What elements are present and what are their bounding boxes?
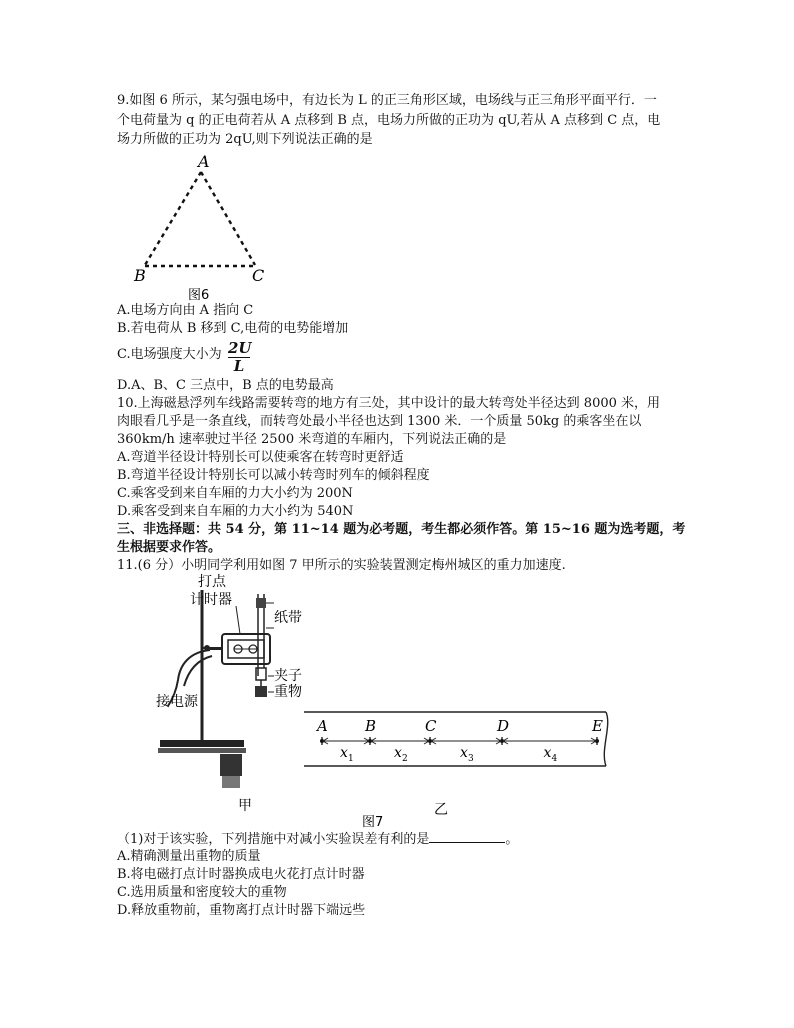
tape-point-label: C [425, 717, 437, 735]
q11-sub-1-prefix: （1)对于该实验，下列措施中对减小实验误差有利的是 [117, 832, 430, 847]
section-3-heading-line-1: 三、非选择题：共 54 分，第 11~14 题为必考题，考生都必须作答。第 15~16 题为选考题，考 [117, 522, 686, 537]
fraction-denominator: L [233, 357, 245, 375]
triangle-diagram [126, 150, 276, 302]
q10-option-a: A.弯道半径设计特别长可以使乘客在转弯时更舒适 [117, 450, 404, 465]
segment-subscript: 3 [468, 754, 474, 764]
q9-stem-line-3: 场力所做的正功为 2qU,则下列说法正确的是 [117, 132, 373, 147]
figure-label-yi: 乙 [434, 802, 448, 818]
tape-point-label: E [592, 717, 603, 735]
q10-option-b: B.弯道半径设计特别长可以减小转弯时列车的倾斜程度 [117, 468, 430, 483]
figure-label-jia: 甲 [238, 798, 252, 814]
q11-option-b: B.将电磁打点计时器换成电火花打点计时器 [117, 867, 365, 882]
q9-option-d: D.A、B、C 三点中，B 点的电势最高 [117, 378, 334, 393]
fraction-numerator: 2U [228, 339, 252, 357]
section-3-heading-line-2: 生根据要求作答。 [117, 540, 222, 555]
stand-apparatus [156, 573, 302, 814]
q11-stem: 11.(6 分）小明同学利用如图 7 甲所示的实验装置测定梅州城区的重力加速度. [117, 558, 566, 573]
timer-label-line-2: 计时器 [190, 592, 232, 608]
segment-subscript: 4 [551, 754, 558, 764]
tape-point-label: A [317, 717, 328, 735]
timer-label-line-1: 打点 [198, 574, 226, 590]
segment-label: x [543, 745, 552, 761]
q9-stem-line-2: 个电荷量为 q 的正电荷若从 A 点移到 B 点，电场力所做的正功为 qU,若从 A 点移到 C 点，电 [117, 113, 661, 128]
figure-6-caption: 图6 [188, 288, 210, 302]
edge-ac [201, 172, 255, 265]
q10-option-c: C.乘客受到来自车厢的力大小约为 200N [117, 486, 353, 501]
power-label: 接电源 [156, 694, 198, 710]
tape-point-label: D [497, 717, 510, 735]
apparatus-diagram [150, 568, 620, 830]
tape-point-label: B [365, 717, 377, 735]
segment-subscript: 2 [402, 754, 408, 764]
q9-option-c-prefix: C.电场强度大小为 [117, 347, 222, 362]
vertex-label-a: A [198, 152, 210, 171]
q9-stem-line-1: 9.如图 6 所示，某匀强电场中，有边长为 L 的正三角形区域，电场线与正三角形平面平行．一 [117, 93, 657, 108]
weight-label: 重物 [274, 684, 302, 700]
q11-option-d: D.释放重物前，重物离打点计时器下端远些 [117, 903, 366, 918]
vertex-label-c: C [252, 266, 265, 285]
answer-blank[interactable] [429, 830, 505, 843]
q11-sub-1-suffix: 。 [505, 832, 519, 847]
q10-option-d: D.乘客受到来自车厢的力大小约为 540N [117, 504, 354, 519]
tape-label: 纸带 [274, 610, 302, 626]
q11-option-c: C.选用质量和密度较大的重物 [117, 885, 287, 900]
q10-stem-line-2: 肉眼看几乎是一条直线，而转弯处最小半径也达到 1300 米．一个质量 50kg 的乘客坐在以 [117, 414, 642, 429]
q9-option-a: A.电场方向由 A 指向 C [117, 303, 254, 318]
figure-7-caption: 图7 [362, 815, 384, 830]
q11-sub-1 [117, 830, 518, 849]
q10-stem-line-1: 10.上海磁悬浮列车线路需要转弯的地方有三处，其中设计的最大转弯处半径达到 8000 米，用 [117, 396, 661, 411]
paper-tape-diagram [304, 712, 608, 818]
q9-option-b: B.若电荷从 B 移到 C,电荷的电势能增加 [117, 321, 349, 336]
segment-label: x [340, 745, 348, 761]
figure-7-apparatus [150, 568, 620, 830]
vertex-label-b: B [134, 266, 146, 285]
field-strength-fraction [228, 340, 250, 375]
clip-label: 夹子 [274, 668, 302, 684]
segment-label: x [460, 745, 468, 761]
figure-6-triangle [126, 150, 276, 302]
segment-label: x [394, 745, 402, 761]
edge-ab [145, 172, 201, 265]
q11-option-a: A.精确测量出重物的质量 [117, 849, 261, 864]
segment-subscript: 1 [348, 754, 354, 764]
q10-stem-line-3: 360km/h 速率驶过半径 2500 米弯道的车厢内，下列说法正确的是 [117, 432, 507, 447]
